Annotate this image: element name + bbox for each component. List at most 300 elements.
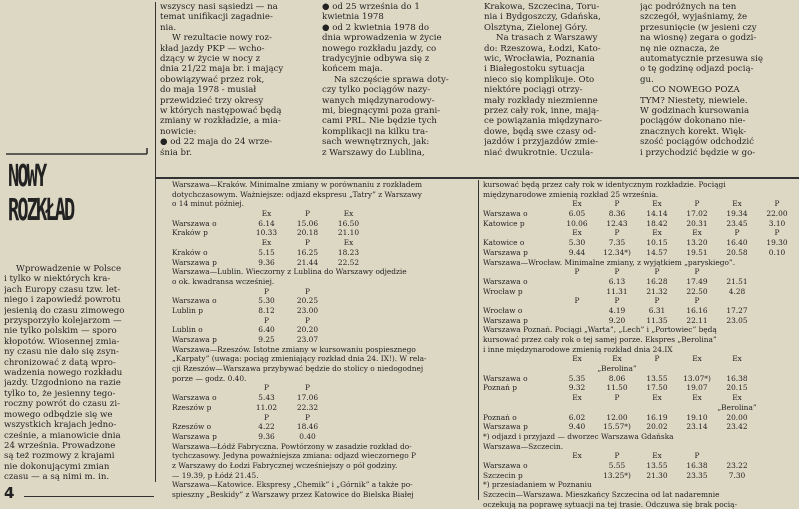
text-line: do maja 1978 - musiał xyxy=(160,85,257,96)
text-line: niektóre pociągi otrzy- xyxy=(484,85,583,96)
time-cell xyxy=(557,461,597,471)
time-cell: P xyxy=(774,228,780,238)
time-cell: 5.30 xyxy=(258,296,275,306)
time-cell: 0.40 xyxy=(299,431,316,441)
time-cell: 13.20 xyxy=(686,238,708,248)
text-line: Krakowa, Szczecina, Toru- xyxy=(484,2,600,12)
text-line: nowicie: xyxy=(160,126,197,137)
text-line: mowego odbędzie się we xyxy=(4,409,113,420)
time-cell: P xyxy=(574,267,580,277)
time-cell: „Berolina” xyxy=(597,364,637,374)
station-cell: Wrocław p xyxy=(483,286,523,296)
text-line: Na szczęście sprawa doty- xyxy=(334,74,449,85)
text-line: końcem maja. xyxy=(322,64,383,75)
schedule-note: kursować będą przez cały rok w identycznym rozkładzie. Pociągi xyxy=(483,180,726,189)
text-line: jach Europy czasu tzw. let- xyxy=(4,284,121,295)
schedule-row xyxy=(172,393,476,403)
time-cell: P xyxy=(264,315,269,325)
text-line: wszyscy nasi sąsiedzi — na xyxy=(160,2,278,12)
time-cell: 23.42 xyxy=(726,422,748,432)
time-cell: 17.02 xyxy=(686,209,708,219)
time-cell: Ex xyxy=(261,209,272,219)
schedule-row xyxy=(172,316,476,326)
text-line: wanych międzynarodowy- xyxy=(322,95,435,106)
text-line: niać dwukrotnie. Uczula- xyxy=(484,147,594,158)
text-line: nowego rozkładu jazdy, co xyxy=(322,43,437,54)
schedule-row xyxy=(483,316,797,326)
schedule-note: Szczecin—Warszawa. Mieszkańcy Szczecina od lat nadaremnie xyxy=(483,490,720,499)
time-cell: P xyxy=(614,393,620,403)
time-cell: 20.15 xyxy=(726,383,748,393)
schedule-note: spieszny „Beskidy” z Warszawy przez Katowice do Bielska Białej xyxy=(172,490,414,499)
station-cell xyxy=(172,209,246,219)
schedule-note: Warszawa Poznań. Pociągi „Warta”, „Lech” i „Portowiec” będą xyxy=(483,325,717,335)
station-cell: Warszawa o xyxy=(483,276,528,286)
time-cell: 7.30 xyxy=(728,470,746,480)
station-cell: Warszawa p xyxy=(483,315,528,325)
time-cell: 4.28 xyxy=(728,286,746,296)
time-cell: 20.58 xyxy=(726,247,748,257)
time-cell: 20.25 xyxy=(296,296,319,306)
text-line: śnia br. xyxy=(160,147,192,158)
text-line: kład jazdy PKP — wcho- xyxy=(160,43,265,54)
schedule-row xyxy=(483,306,797,316)
text-line: mały rozkłady niezmienne xyxy=(484,95,598,106)
station-cell: Warszawa p xyxy=(172,335,217,344)
schedule-row xyxy=(483,199,797,209)
time-cell xyxy=(717,364,757,374)
station-cell: Katowice o xyxy=(483,238,525,248)
time-cell: 20.18 xyxy=(296,228,319,238)
time-cell: 9.44 xyxy=(568,247,586,257)
time-cell: P xyxy=(654,267,660,277)
schedule-row xyxy=(483,277,797,287)
time-cell: 16.28 xyxy=(646,276,668,286)
time-cell: 11.50 xyxy=(606,383,628,393)
schedule-note: Warszawa—Wrocław. Minimalne zmiany, z wyjątkiem „paryskiego”. xyxy=(483,257,736,267)
schedule-note: dotychczasowym. Ważniejsze: odjazd ekspresu „Tatry” z Warszawy xyxy=(172,189,422,199)
station-cell: Rzeszów p xyxy=(172,402,212,412)
schedule-row xyxy=(483,471,797,481)
col-5 xyxy=(640,2,796,158)
schedule-row xyxy=(483,383,797,393)
time-cell: 16.25 xyxy=(296,247,319,257)
time-cell: 6.14 xyxy=(258,218,275,228)
time-cell: Ex xyxy=(261,238,272,248)
station-cell xyxy=(483,296,557,306)
time-cell: 17.50 xyxy=(646,383,668,393)
time-cell: Ex xyxy=(572,354,582,364)
time-cell: 5.15 xyxy=(258,247,275,257)
time-cell: P xyxy=(614,228,620,238)
time-cell: 23.22 xyxy=(726,460,748,470)
schedule-note: Warszawa—Katowice. Ekspresy „Chemik” i „Górnik” a także po- xyxy=(172,480,413,490)
time-cell: Ex xyxy=(572,199,582,209)
page-number: 4 xyxy=(4,484,15,502)
schedule-row xyxy=(483,393,797,403)
time-cell: 9.20 xyxy=(608,315,626,325)
heading-line-1: NOWY xyxy=(8,159,46,194)
time-cell: 13.55 xyxy=(646,460,668,470)
text-line: przesunięcie (w jesieni czy xyxy=(640,22,757,33)
time-cell xyxy=(557,471,597,481)
text-line: są też rozmowy z krajami xyxy=(4,451,115,462)
time-cell: P xyxy=(614,451,620,461)
time-cell: 19.10 xyxy=(686,412,708,422)
time-cell: P xyxy=(574,296,580,306)
station-cell: Poznań p xyxy=(483,383,518,393)
schedule-row xyxy=(483,364,797,374)
station-cell xyxy=(483,451,557,461)
time-cell: 6.31 xyxy=(648,305,666,315)
time-cell: 3.10 xyxy=(768,218,786,228)
time-cell: 14.14 xyxy=(646,209,668,219)
station-cell: Warszawa p xyxy=(172,431,217,441)
time-cell: Ex xyxy=(692,393,702,403)
schedule-row xyxy=(172,248,476,258)
schedule-row xyxy=(172,238,476,248)
text-line: chronizować z datą wpro- xyxy=(4,357,116,368)
time-cell: Ex xyxy=(692,228,702,238)
time-cell: 19.07 xyxy=(686,383,708,393)
schedule-row xyxy=(483,248,797,258)
time-cell: P xyxy=(264,383,269,393)
text-line: ce powiązania międzynaro- xyxy=(484,116,603,127)
text-line: znacznych korekt. Więk- xyxy=(640,126,747,137)
time-cell: Ex xyxy=(652,228,662,238)
text-line: zmiany w rozkładzie, a mia- xyxy=(160,116,281,127)
schedule-note: Warszawa—Szczecin. xyxy=(483,441,564,451)
time-cell: P xyxy=(654,354,660,364)
time-cell: 18.23 xyxy=(337,247,360,257)
time-cell: Ex xyxy=(343,238,354,248)
station-cell: Wrocław o xyxy=(483,305,523,315)
text-line: przysporzyło kolejarzom — xyxy=(4,316,122,327)
time-cell: P xyxy=(305,286,310,296)
page-bottom-rule xyxy=(24,496,154,497)
text-line: i tylko w niektórych kra- xyxy=(4,274,111,285)
time-cell: 15.57*) xyxy=(603,422,631,432)
schedule-note: tychczasowy. Jedyna poważniejsza zmiana: odjazd wieczornego P xyxy=(172,451,416,461)
station-cell: Kraków o xyxy=(172,247,208,257)
time-cell: 5.35 xyxy=(568,373,586,383)
schedule-note: oczekują na poprawę sytuacji na tej trasie. Odczuwa się brak pocią- xyxy=(483,499,738,509)
time-cell: 5.55 xyxy=(608,460,626,470)
schedule-row xyxy=(483,209,797,219)
text-line: Olsztyna, Zielonej Góry. xyxy=(484,22,588,33)
time-cell: 21.30 xyxy=(646,470,668,480)
time-cell: 20.00 xyxy=(726,412,748,422)
time-cell: 23.14 xyxy=(686,422,708,432)
text-line: szość pociągów odchodzić xyxy=(640,137,754,148)
text-line: cami PRL. Nie będzie tych xyxy=(322,116,437,127)
time-cell xyxy=(557,403,597,413)
time-cell: 22.11 xyxy=(686,315,708,325)
article-heading xyxy=(2,148,152,238)
text-line: o tę godzinę odjazd pocią- xyxy=(640,64,754,75)
time-cell: P xyxy=(264,412,269,422)
time-cell: 6.05 xyxy=(568,209,586,219)
schedule-right xyxy=(483,180,797,509)
time-cell xyxy=(677,403,717,413)
time-cell xyxy=(637,364,677,374)
text-line: czy tylko pociągów nazy- xyxy=(322,85,431,96)
time-cell: 13.07*) xyxy=(683,373,711,383)
time-cell: 5.30 xyxy=(568,238,586,248)
schedule-note: cji Rzeszów—Warszawa przybywać będzie do stolicy o niedogodnej xyxy=(172,364,424,374)
schedule-row xyxy=(483,451,797,461)
station-cell: Warszawa o xyxy=(172,296,217,306)
time-cell: 11.35 xyxy=(646,315,668,325)
station-cell: Warszawa o xyxy=(483,209,528,219)
text-line: niego i zapowiedź powrotu xyxy=(4,295,121,306)
schedule-note: *) odjazd i przyjazd — dworzec Warszawa Gdańska xyxy=(483,431,674,441)
station-cell: Poznań o xyxy=(483,412,517,422)
station-cell xyxy=(172,238,246,248)
text-line: W rezultacie nowy roz- xyxy=(172,33,272,44)
time-cell: 23.45 xyxy=(726,218,748,228)
time-cell: 21.51 xyxy=(726,276,748,286)
schedule-row xyxy=(483,238,797,248)
schedule-note: o 14 minut później. xyxy=(172,199,244,209)
schedule-row xyxy=(483,228,797,238)
time-cell: 19.30 xyxy=(766,238,788,248)
text-line: szczegół, wyjaśniamy, że xyxy=(640,12,748,23)
time-cell: P xyxy=(305,412,310,422)
text-line: obowiązywać przez rok, xyxy=(160,74,265,85)
time-cell: 22.32 xyxy=(296,402,319,412)
schedule-row xyxy=(172,258,476,268)
time-cell: „Berolina” xyxy=(717,402,757,412)
time-cell: Ex xyxy=(572,228,582,238)
text-line: nie tylko polskim — sporo xyxy=(4,326,117,337)
time-cell: 22.50 xyxy=(686,286,708,296)
time-cell: Ex xyxy=(652,451,662,461)
schedule-note: Warszawa—Kraków. Minimalne zmiany w porównaniu z rozkładem xyxy=(172,180,422,189)
time-cell xyxy=(557,316,597,326)
time-cell: 6.13 xyxy=(608,276,626,286)
station-cell: Warszawa p xyxy=(483,422,528,432)
time-cell: Ex xyxy=(343,209,354,219)
schedule-row xyxy=(483,296,797,306)
text-line: roczny powrót do czasu zi- xyxy=(4,399,120,410)
time-cell: 16.16 xyxy=(686,305,708,315)
time-cell: 14.57 xyxy=(646,247,668,257)
time-cell: 12.00 xyxy=(606,412,628,422)
time-cell: 4.19 xyxy=(608,305,626,315)
text-line: 24 września. Prowadzone xyxy=(4,440,116,451)
time-cell: 8.12 xyxy=(258,305,275,315)
text-line: nieco się komplikuje. Oto xyxy=(484,74,595,85)
schedule-row xyxy=(172,422,476,432)
time-cell: 19.34 xyxy=(726,209,748,219)
time-cell: 10.06 xyxy=(566,218,588,228)
text-line: dowe, będą swe czasy od- xyxy=(484,126,597,137)
station-cell xyxy=(483,354,557,364)
text-line: na wiosnę) zegara o godzi- xyxy=(640,33,757,44)
time-cell: 22.52 xyxy=(337,257,360,267)
station-cell: Rzeszów o xyxy=(172,422,212,432)
text-line: ● od 2 kwietnia 1978 do xyxy=(322,22,430,33)
schedule-row xyxy=(483,413,797,423)
time-cell: Ex xyxy=(652,393,662,403)
text-line: tradycyjnie odbywa się z xyxy=(322,54,430,65)
column-divider xyxy=(155,2,156,482)
col-intro xyxy=(4,264,152,483)
schedule-row xyxy=(172,296,476,306)
schedule-note: i inne międzynarodowe zmienią rozkład dnia 24.IX xyxy=(483,344,673,354)
time-cell: 11.02 xyxy=(255,402,278,412)
schedule-row xyxy=(483,267,797,277)
schedule-note: „Karpaty” (uwaga: pociąg zmieniający rozkład dnia 24. IX!). W rela- xyxy=(172,354,427,364)
time-cell: 23.35 xyxy=(686,470,708,480)
time-cell: 20.02 xyxy=(646,422,668,432)
time-cell: 9.32 xyxy=(568,383,586,393)
time-cell xyxy=(557,306,597,316)
schedule-row xyxy=(172,287,476,297)
schedule-note: Warszawa—Lublin. Wieczorny z Lublina do Warszawy odjedzie xyxy=(172,267,407,277)
time-cell: P xyxy=(734,228,740,238)
text-line: W godzinach kursowania xyxy=(640,106,750,117)
time-cell: 9.40 xyxy=(568,422,586,432)
table-divider xyxy=(478,180,479,500)
station-cell: Katowice p xyxy=(483,218,525,228)
station-cell xyxy=(172,287,246,297)
text-line: ● od 22 maja do 24 wrze- xyxy=(160,137,273,148)
time-cell: 23.00 xyxy=(296,305,319,315)
text-line: nia. xyxy=(160,22,177,33)
schedule-row xyxy=(172,228,476,238)
time-cell: P xyxy=(694,199,700,209)
text-line: wszystkich krajach jedno- xyxy=(4,420,117,431)
time-cell: P xyxy=(305,315,310,325)
time-cell: 9.25 xyxy=(258,335,275,344)
schedule-row xyxy=(172,432,476,442)
text-line: kwietnia 1978 xyxy=(322,12,384,23)
time-cell: 0.10 xyxy=(768,247,786,257)
text-line: do: Rzeszowa, Łodzi, Kato- xyxy=(484,43,601,54)
time-cell: 16.38 xyxy=(686,460,708,470)
time-cell: P xyxy=(654,296,660,306)
station-cell: Warszawa p xyxy=(483,247,528,257)
time-cell xyxy=(557,277,597,287)
time-cell: P xyxy=(614,199,620,209)
time-cell: Ex xyxy=(652,199,662,209)
time-cell xyxy=(677,364,717,374)
station-cell xyxy=(172,383,246,393)
time-cell: 16.38 xyxy=(726,373,748,383)
time-cell: P xyxy=(614,296,620,306)
time-cell: 4.22 xyxy=(258,422,275,432)
time-cell: 16.50 xyxy=(337,218,360,228)
schedule-row xyxy=(172,325,476,335)
station-cell xyxy=(483,267,557,277)
time-cell: P xyxy=(694,296,700,306)
text-line: wadzenia nowego rozkładu xyxy=(4,368,123,379)
table-top-rule xyxy=(156,177,799,179)
station-cell: Warszawa o xyxy=(172,393,217,403)
time-cell: 13.55 xyxy=(646,373,668,383)
station-cell: Kraków p xyxy=(172,228,208,238)
time-cell: 16.40 xyxy=(726,238,748,248)
schedule-row xyxy=(483,287,797,297)
col-4 xyxy=(484,2,634,158)
time-cell: 18.42 xyxy=(646,218,668,228)
time-cell: 21.32 xyxy=(646,286,668,296)
time-cell: 17.49 xyxy=(686,276,708,286)
station-cell xyxy=(483,403,557,413)
time-cell: 10.15 xyxy=(646,238,668,248)
time-cell: 17.27 xyxy=(726,305,748,315)
text-line: w których następować będą xyxy=(160,106,282,117)
schedule-row xyxy=(172,383,476,393)
schedule-note: *) przesiadaniem w Poznaniu xyxy=(483,480,592,490)
station-cell: Warszawa o xyxy=(483,460,528,470)
time-cell: 12.43 xyxy=(606,218,628,228)
time-cell: Ex xyxy=(572,451,582,461)
time-cell: 8.36 xyxy=(608,209,626,219)
time-cell: 9.36 xyxy=(258,257,275,267)
time-cell: 16.19 xyxy=(646,412,668,422)
time-cell: P xyxy=(264,286,269,296)
station-cell: Szczecin p xyxy=(483,470,523,480)
time-cell: 15.06 xyxy=(296,218,319,228)
schedule-row xyxy=(483,461,797,471)
text-line: tylko to, że jesienny tego- xyxy=(4,388,116,399)
schedule-left xyxy=(172,180,476,500)
time-cell: 11.31 xyxy=(606,286,628,296)
text-line: kłopotów. Wiosennej zmia- xyxy=(4,336,120,347)
time-cell: P xyxy=(694,267,700,277)
time-cell: 13.25*) xyxy=(603,470,631,480)
time-cell: 8.06 xyxy=(608,373,626,383)
text-line: Na trasach z Warszawy xyxy=(496,33,598,44)
time-cell: 6.02 xyxy=(568,412,586,422)
schedule-row xyxy=(483,403,797,413)
station-cell: Warszawa o xyxy=(483,373,528,383)
text-line: sach wewnętrznych, jak: xyxy=(322,137,430,148)
text-line: jesienią do czasu zimowego xyxy=(4,305,125,316)
time-cell: 20.20 xyxy=(296,325,319,335)
text-line: i Białegostoku sytuacja xyxy=(484,64,585,75)
time-cell: 21.44 xyxy=(296,257,319,267)
time-cell: Ex xyxy=(732,199,742,209)
time-cell xyxy=(637,403,677,413)
schedule-row xyxy=(172,335,476,345)
schedule-note: międzynarodowe zmienią rozkład 25 września. xyxy=(483,189,659,199)
text-line: i przychodzić będzie w go- xyxy=(640,147,756,158)
text-line: ● od 25 września do 1 xyxy=(322,2,420,12)
station-cell xyxy=(483,364,557,374)
schedule-row xyxy=(172,306,476,316)
text-line: przewidzieć trzy okresy xyxy=(160,95,264,106)
station-cell: Lublin o xyxy=(172,325,203,335)
text-line: dnia 21/22 maja br. i mający xyxy=(160,64,284,75)
text-line: TYM? Niestety, niewiele. xyxy=(640,95,748,106)
time-cell: 23.05 xyxy=(726,315,748,325)
schedule-note: porze — godz. 0.40. xyxy=(172,373,247,383)
text-line: gu. xyxy=(640,74,654,85)
text-line: ny czasu nie dało się zsyn- xyxy=(4,347,119,358)
schedule-row xyxy=(483,354,797,364)
schedule-note: o ok. kwadransa wcześniej. xyxy=(172,276,275,286)
text-line: jąc podróżnych na ten xyxy=(640,2,737,12)
time-cell: P xyxy=(305,383,310,393)
text-line: jazdów i przyjazdów zmie- xyxy=(484,137,599,148)
text-line: z Warszawy do Lublina, xyxy=(322,147,425,158)
text-line: dnia wprowadzenia w życie xyxy=(322,33,442,44)
time-cell: 5.43 xyxy=(258,393,275,403)
